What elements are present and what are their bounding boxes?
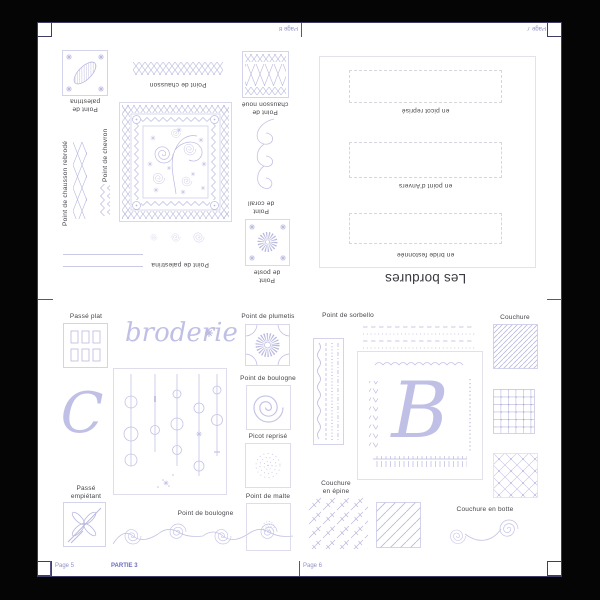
label-chevron: Point de chevron <box>102 128 109 182</box>
label-border-3: en bride festonnée <box>396 250 455 258</box>
sorbello-dash-rows <box>363 325 475 350</box>
couchure-diamond-swatch <box>493 453 538 498</box>
label-chausson-noue: Point de chausson noué <box>241 100 289 116</box>
header-page-8: Page 8 <box>278 25 298 31</box>
broderie-script-word: broderie <box>125 318 238 348</box>
border-sample-2 <box>349 142 502 178</box>
rebrode-zigzag-column <box>73 142 87 219</box>
broderie-sparkle <box>203 327 215 339</box>
fold-tick-top <box>301 23 302 37</box>
picot-reprise-swatch <box>245 443 291 488</box>
couchure-botte-swirl <box>440 517 532 549</box>
label-rebrode: Point de chausson rebrodé <box>62 140 69 226</box>
label-malte: Point de malte <box>245 493 291 500</box>
passe-empietant-swatch <box>63 502 106 547</box>
footer-page-5: Page 5 <box>55 563 75 569</box>
poste-swatch <box>245 219 290 266</box>
footer-tick-left <box>50 561 51 576</box>
palestrina-line-1 <box>63 254 143 255</box>
label-plumetis: Point de plumetis <box>241 313 295 320</box>
label-picot-reprise: Picot reprisé <box>248 433 288 440</box>
hanging-beads-square <box>113 368 227 495</box>
label-passe-empietant: Passé empiétant <box>70 485 102 500</box>
label-passe-plat: Passé plat <box>69 313 103 320</box>
label-boulogne-sq: Point de boulogne <box>240 375 296 382</box>
boulogne-spiral-swatch <box>246 385 291 430</box>
chevron-zigzag-column <box>99 184 110 216</box>
label-border-1: en picot reprisé <box>401 106 450 114</box>
header-page-7: Page 7 <box>526 25 546 31</box>
label-sorbello: Point de sorbello <box>322 312 374 319</box>
corner-mark-top-left <box>37 22 52 37</box>
footer-page-6: Page 6 <box>303 563 323 569</box>
fold-tick-right <box>547 299 562 300</box>
corner-mark-top-right <box>547 22 562 37</box>
footer-partie-label: PARTIE 3 <box>111 563 138 569</box>
ornament-sampler-square <box>119 102 232 222</box>
spiral-dots-row <box>146 229 208 245</box>
passe-plat-swatch <box>63 323 108 368</box>
label-palestrina-b: Point de palestrina <box>151 260 209 268</box>
label-couchure: Couchure <box>500 314 530 321</box>
palestrina-line-2 <box>63 266 143 267</box>
couchure-epine-swatch <box>308 497 368 549</box>
malte-swatch <box>246 503 291 551</box>
bordures-title: Les bordures <box>384 271 467 286</box>
corail-loops <box>243 116 279 198</box>
label-couchure-epine: Couchure en épine <box>321 480 351 495</box>
plumetis-swatch <box>245 324 290 366</box>
fold-tick-bottom <box>299 561 300 576</box>
chausson-zigzag <box>133 62 223 75</box>
corner-mark-bottom-right <box>547 561 562 576</box>
label-palestrina-a: Point de palestrina <box>69 97 101 113</box>
sorbello-column-swatch <box>313 338 344 445</box>
monogram-b: B <box>391 366 449 456</box>
monogram-c: C <box>60 381 104 446</box>
couchure-stripe-swatch <box>376 502 421 548</box>
fold-tick-left <box>38 299 53 300</box>
label-poste: Point de poste <box>253 268 281 284</box>
palestrina-leaf-swatch <box>62 50 108 96</box>
border-sample-3 <box>349 213 502 244</box>
border-sample-1 <box>349 70 502 103</box>
couchure-grid-swatch <box>493 389 535 434</box>
label-boulogne-wave: Point de boulogne <box>177 510 234 517</box>
couchure-hatch-swatch <box>493 324 538 369</box>
label-corail: Point de corail <box>247 199 275 215</box>
label-chausson: Point de chausson <box>149 80 207 88</box>
label-couchure-botte: Couchure en botte <box>456 506 514 513</box>
chausson-noue-swatch <box>242 51 289 98</box>
label-border-2: en point d'Anvers <box>398 181 453 189</box>
